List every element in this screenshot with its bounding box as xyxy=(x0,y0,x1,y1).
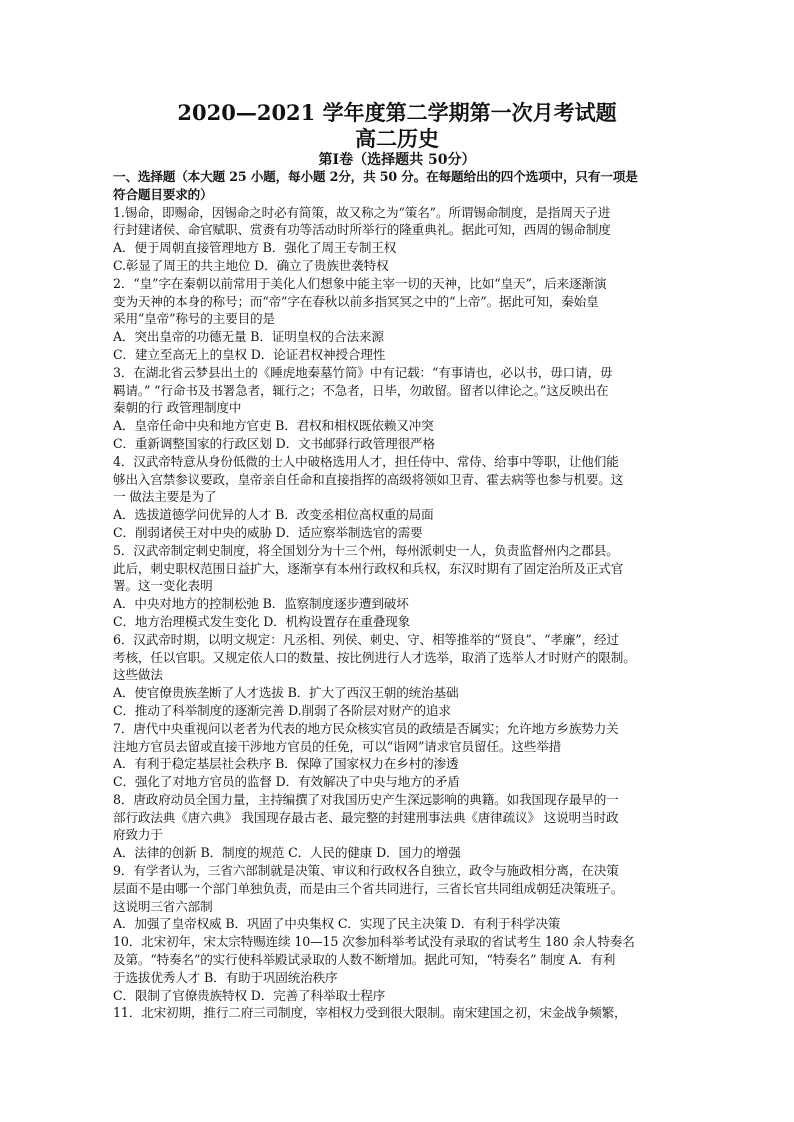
question-9-options: A．加强了皇帝权威 B．巩固了中央集权 C．实现了民主决策 D．有利于科学决策 xyxy=(113,916,561,932)
question-2-stem: 变为天神的本身的称号；而“帝”字在春秋以前多指冥冥之中的“上帝”。据此可知，秦始皇 xyxy=(113,293,599,309)
question-2-options: A．突出皇帝的功德无量 B．证明皇权的合法来源 xyxy=(113,329,384,345)
question-2-stem: 2．“皇”字在秦朝以前常用于美化人们想象中能主宰一切的天神，比如“皇天”，后来逐渐演 xyxy=(113,275,607,291)
question-3-options: C．重新调整国家的行政区划 D．文书邮驿行政管理很严格 xyxy=(113,435,435,451)
question-6-stem: 考核，任以官职。又规定依人口的数量、按比例进行人才选举，取消了选举人才时财产的限制。 xyxy=(113,649,636,665)
question-9-stem: 这说明三省六部制 xyxy=(113,898,213,914)
exam-title: 2020—2021 学年度第二学期第一次月考试题 xyxy=(177,100,617,125)
instruction-line: 符合题目要求的） xyxy=(113,186,213,202)
question-3-options: A．皇帝任命中央和地方官吏 B．君权和相权既依赖又冲突 xyxy=(113,418,434,434)
question-2-options: C．建立至高无上的皇权 D．论证君权神授合理性 xyxy=(113,346,386,362)
question-3-stem: 羁请。” “行命书及书署急者，辄行之；不急者，日毕，勿敢留。留者以律论之。”这反映出在 xyxy=(113,382,609,398)
question-4-stem: 一 做法主要是为了 xyxy=(113,489,217,505)
question-2-stem: 采用“皇帝”称号的主要目的是 xyxy=(113,311,275,327)
question-1-stem: 1.锡命，即赐命，因锡命之时必有简策，故又称之为“策名”。所谓锡命制度，是指周天子进 xyxy=(113,204,611,220)
question-10-stem: 及第。“特奏名”的实行使科举殿试录取的人数不断增加。据此可知，“特奏名” 制度 A．有利 xyxy=(113,952,616,968)
question-5-stem: 署。这一变化表明 xyxy=(113,578,213,594)
question-6-options: A．使官僚贵族垄断了人才选拔 B．扩大了西汉王朝的统治基础 xyxy=(113,685,459,701)
question-5-options: C．地方治理模式发生变化 D．机构设置存在重叠现象 xyxy=(113,613,411,629)
question-7-options: A．有利于稳定基层社会秩序 B．保障了国家权力在乡村的渗透 xyxy=(113,756,459,772)
question-3-stem: 秦朝的行 政管理制度中 xyxy=(113,400,242,416)
question-7-stem: 7．唐代中央重视问以老者为代表的地方民众核实官员的政绩是否属实；允许地方乡族势力关 xyxy=(113,720,619,736)
question-9-stem: 9．有学者认为，三省六部制就是决策、审议和行政权各自独立，政令与施政相分离，在决策 xyxy=(113,863,619,879)
section-title: 第Ⅰ卷（选择题共 50分） xyxy=(318,152,476,168)
question-5-stem: 此后，刺史职权范围日益扩大，逐渐享有本州行政权和兵权，东汉时期有了固定治所及正式官 xyxy=(113,560,624,576)
question-1-stem: 行封建诸侯、命官赋职、赏赉有功等活动时所举行的隆重典礼。据此可知，西周的锡命制度 xyxy=(113,222,611,238)
question-9-stem: 层面不是由哪一个部门单独负责，而是由三个省共同进行，三省长官共同组成朝廷决策班子。 xyxy=(113,880,624,896)
question-6-stem: 6．汉武帝时期，以明文规定：凡丞相、列侯、刺史、守、相等推举的“贤良”、“孝廉”，经过 xyxy=(113,631,619,647)
question-6-stem: 这些做法 xyxy=(113,667,163,683)
instruction-line: 一、选择题（本大题 25 小题，每小题 2分，共 50 分。在每题给出的四个选项中，只有一项是 xyxy=(113,169,638,184)
question-8-stem: 8．唐政府动员全国力量，主持编撰了对我国历史产生深远影响的典籍。如我国现存最早的一 xyxy=(113,791,619,807)
question-4-stem: 够出入宫禁参议要政，皇帝亲自任命和直接指挥的高级将领如卫青、霍去病等也参与机要。这 xyxy=(113,471,624,487)
question-11-stem: 11．北宋初期，推行二府三司制度，宰相权力受到很大限制。南宋建国之初，宋金战争频繁， xyxy=(113,1005,627,1021)
question-1-options: C.彰显了周王的共主地位 D．确立了贵族世袭特权 xyxy=(113,257,389,273)
subject-title: 高二历史 xyxy=(355,126,439,151)
question-7-options: C．强化了对地方官员的监督 D．有效解决了中央与地方的矛盾 xyxy=(113,774,460,790)
question-8-stem: 部行政法典《唐六典》 我国现存最古老、最完整的封建刑事法典《唐律疏议》 这说明当时政 xyxy=(113,809,619,825)
question-6-options: C．推动了科举制度的逐渐完善 D.削弱了各阶层对财产的追求 xyxy=(113,702,451,718)
question-10-options: C．限制了官僚贵族特权 D．完善了科举取士程序 xyxy=(113,987,386,1003)
question-3-stem: 3．在湖北省云梦县出土的《睡虎地秦墓竹简》中有记载：“有事请也，必以书，毋口请，毋 xyxy=(113,364,613,380)
question-7-stem: 注地方官员去留或直接干涉地方官员的任免，可以“诣网”请求官员留任。这些举措 xyxy=(113,738,562,754)
question-4-options: A．选拔道德学问优异的人才 B．改变丞相位高权重的局面 xyxy=(113,507,434,523)
question-body xyxy=(113,168,683,1022)
question-4-options: C．削弱诸侯王对中央的威胁 D．适应察举制选官的需要 xyxy=(113,524,423,540)
question-10-stem: 10．北宋初年，宋太宗特赐连续 10—15 次参加科举考试没有录取的省试考生 180 余人特奏名 xyxy=(113,934,635,950)
question-4-stem: 4．汉武帝特意从身份低微的士人中破格选用人才，担任侍中、常侍、给事中等职，让他们能 xyxy=(113,453,619,469)
question-1-options: A．便于周朝直接管理地方 B．强化了周王专制王权 xyxy=(113,240,397,256)
question-5-stem: 5．汉武帝制定刺史制度，将全国划分为十三个州，每州派刺史一人，负责监督州内之郡县。 xyxy=(113,542,619,558)
question-10-options: 于选拔优秀人才 B．有助于巩固统治秩序 xyxy=(113,969,338,985)
question-8-stem: 府致力于 xyxy=(113,827,163,843)
question-8-options: A．法律的创新 B．制度的规范 C．人民的健康 D．国力的增强 xyxy=(113,845,461,861)
question-5-options: A．中央对地方的控制松弛 B．监察制度逐步遭到破坏 xyxy=(113,596,409,612)
